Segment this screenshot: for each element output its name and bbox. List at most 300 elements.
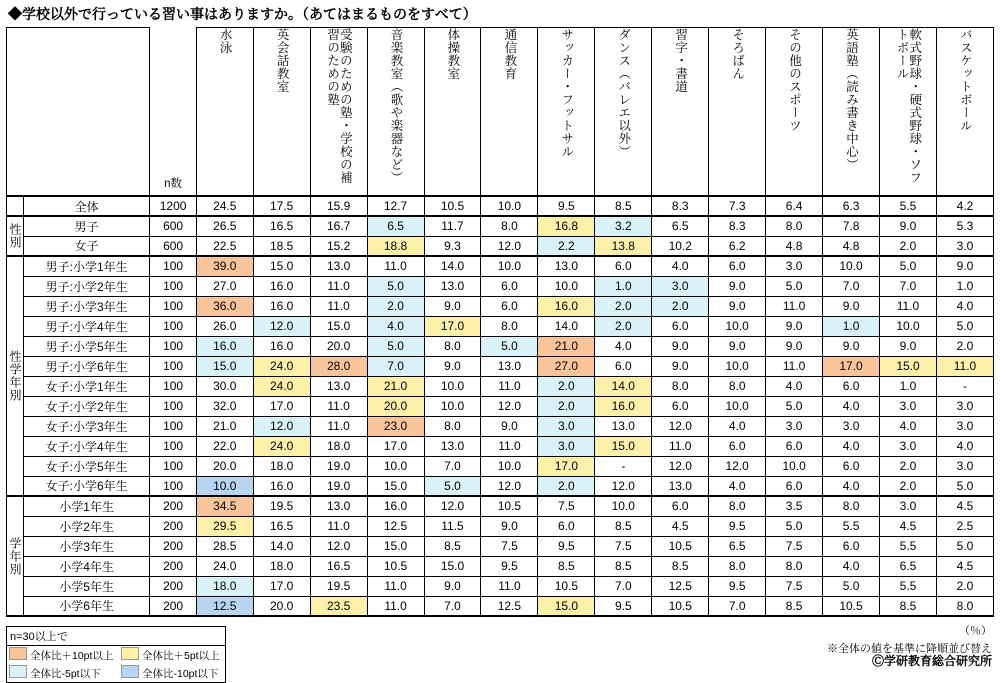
data-cell: 12.0 (652, 416, 709, 436)
data-cell: 16.5 (310, 556, 367, 576)
legend-item-label: 全体比＋5pt以上 (142, 650, 220, 662)
data-cell: 16.0 (196, 336, 253, 356)
data-cell: 9.5 (595, 596, 652, 616)
data-cell: 5.0 (766, 396, 823, 416)
data-cell: 12.5 (367, 516, 424, 536)
data-cell: 10.0 (823, 256, 880, 276)
data-cell: 8.0 (481, 216, 538, 236)
data-cell: 2.0 (595, 316, 652, 336)
data-cell: 3.0 (936, 236, 993, 256)
data-cell: 14.0 (424, 256, 481, 276)
column-header-label: 受験のための塾・学校の補習のための塾 (325, 28, 353, 184)
data-cell: 3.0 (936, 456, 993, 476)
data-cell: 4.5 (652, 516, 709, 536)
table-row (7, 596, 994, 616)
column-header-label: 英語塾（読み書き中心） (844, 28, 859, 171)
table-row (7, 236, 994, 256)
data-cell: - (936, 376, 993, 396)
table-row (7, 536, 994, 556)
data-cell: 2.5 (936, 516, 993, 536)
data-cell: 9.0 (880, 216, 937, 236)
data-cell: 1.0 (595, 276, 652, 296)
data-cell: 11.0 (880, 296, 937, 316)
data-cell: 12.0 (481, 396, 538, 416)
data-cell: 4.0 (823, 436, 880, 456)
data-cell: 10.5 (652, 536, 709, 556)
data-cell: 4.0 (823, 556, 880, 576)
data-cell: 13.0 (652, 476, 709, 496)
row-n-value: 1200 (150, 196, 196, 216)
data-cell: 17.0 (367, 436, 424, 456)
data-cell: 21.0 (196, 416, 253, 436)
data-cell: 9.0 (766, 316, 823, 336)
data-cell: 9.0 (880, 336, 937, 356)
data-cell: 16.0 (253, 276, 310, 296)
row-label: 女子:小学2年生 (23, 396, 150, 416)
data-cell: 8.5 (424, 536, 481, 556)
data-cell: 9.3 (424, 236, 481, 256)
data-cell: 4.5 (936, 556, 993, 576)
column-header-label: 水泳 (218, 28, 233, 54)
data-cell: 24.0 (253, 436, 310, 456)
data-cell: 10.0 (424, 376, 481, 396)
header-n-label: n数 (164, 178, 183, 190)
data-cell: 3.0 (538, 416, 595, 436)
data-cell: 6.0 (481, 296, 538, 316)
data-cell: 15.0 (196, 356, 253, 376)
data-cell: 8.5 (880, 596, 937, 616)
data-cell: 8.0 (936, 596, 993, 616)
data-cell: 16.0 (253, 476, 310, 496)
row-n-value: 100 (150, 276, 196, 296)
data-cell: 4.8 (766, 236, 823, 256)
data-cell: 8.0 (652, 376, 709, 396)
row-label: 小学2年生 (23, 516, 150, 536)
data-cell: 6.0 (595, 356, 652, 376)
data-cell: 4.0 (936, 436, 993, 456)
data-cell: 11.0 (481, 376, 538, 396)
data-cell: 15.0 (424, 556, 481, 576)
data-cell: 20.0 (253, 596, 310, 616)
data-cell: 11.0 (367, 576, 424, 596)
column-header-label: 英会話教室 (275, 28, 290, 93)
data-cell: 26.5 (196, 216, 253, 236)
data-cell: 24.0 (253, 376, 310, 396)
column-header-label: そろばん (730, 28, 745, 80)
row-label: 女子:小学5年生 (23, 456, 150, 476)
data-cell: 10.5 (823, 596, 880, 616)
data-cell: 8.5 (538, 556, 595, 576)
data-cell: 18.5 (253, 236, 310, 256)
row-label: 男子:小学6年生 (23, 356, 150, 376)
data-cell: 19.5 (310, 576, 367, 596)
data-cell: 3.0 (880, 436, 937, 456)
data-cell: 29.5 (196, 516, 253, 536)
data-cell: 5.0 (367, 336, 424, 356)
data-cell: 32.0 (196, 396, 253, 416)
row-n-value: 600 (150, 216, 196, 236)
data-cell: 10.0 (766, 456, 823, 476)
data-cell: 16.0 (253, 296, 310, 316)
data-cell: 16.5 (253, 216, 310, 236)
data-cell: 18.0 (253, 556, 310, 576)
data-cell: 11.0 (310, 416, 367, 436)
row-label: 男子 (23, 216, 150, 236)
data-cell: 5.0 (766, 516, 823, 536)
data-cell: 4.0 (823, 396, 880, 416)
data-cell: 9.0 (709, 336, 766, 356)
column-header (709, 28, 766, 197)
data-cell: 2.0 (367, 296, 424, 316)
row-label: 小学3年生 (23, 536, 150, 556)
data-cell: 6.0 (709, 256, 766, 276)
column-header-label: 音楽教室（歌や楽器など） (388, 28, 403, 184)
legend-item (119, 646, 225, 664)
data-cell: 6.0 (823, 536, 880, 556)
data-cell: 10.5 (367, 556, 424, 576)
data-cell: 5.5 (823, 516, 880, 536)
column-header (936, 28, 993, 197)
data-cell: 14.0 (595, 376, 652, 396)
data-cell: 6.0 (652, 496, 709, 516)
data-cell: 6.5 (367, 216, 424, 236)
data-cell: 27.0 (538, 356, 595, 376)
data-cell: 5.0 (880, 256, 937, 276)
column-header (538, 28, 595, 197)
table-row (7, 356, 994, 376)
column-header-label: ダンス（バレエ以外） (616, 28, 631, 158)
legend-item (119, 664, 225, 682)
data-cell: 10.0 (424, 396, 481, 416)
data-cell: 10.0 (709, 316, 766, 336)
data-cell: 13.0 (310, 376, 367, 396)
column-header (880, 28, 937, 197)
data-cell: 3.2 (595, 216, 652, 236)
table-row (7, 276, 994, 296)
data-cell: 2.0 (936, 576, 993, 596)
data-cell: 7.0 (367, 356, 424, 376)
data-cell: 11.0 (936, 356, 993, 376)
data-cell: 4.5 (936, 496, 993, 516)
data-cell: 10.0 (709, 396, 766, 416)
data-cell: 4.0 (367, 316, 424, 336)
data-cell: 12.0 (709, 456, 766, 476)
data-cell: 13.0 (424, 436, 481, 456)
data-cell: 39.0 (196, 256, 253, 276)
data-cell: 8.0 (424, 416, 481, 436)
data-cell: 6.0 (823, 376, 880, 396)
legend-swatch-icon (9, 647, 27, 660)
data-cell: 11.0 (310, 276, 367, 296)
data-cell: 5.5 (880, 536, 937, 556)
data-cell: 13.0 (424, 276, 481, 296)
data-cell: 4.0 (709, 416, 766, 436)
data-cell: 7.0 (880, 276, 937, 296)
row-n-value: 100 (150, 256, 196, 276)
data-cell: 9.5 (709, 576, 766, 596)
data-cell: 20.0 (367, 396, 424, 416)
data-cell: 6.0 (652, 316, 709, 336)
data-cell: 4.0 (595, 336, 652, 356)
row-label: 男子:小学1年生 (23, 256, 150, 276)
data-cell: 10.0 (709, 356, 766, 376)
data-cell: 5.0 (823, 576, 880, 596)
data-cell: 7.0 (823, 276, 880, 296)
column-header (367, 28, 424, 197)
row-n-value: 200 (150, 596, 196, 616)
data-cell: 16.5 (253, 516, 310, 536)
table-row (7, 196, 994, 216)
data-cell: 8.0 (424, 336, 481, 356)
legend-row (7, 664, 225, 682)
data-cell: 27.0 (196, 276, 253, 296)
data-cell: 4.0 (766, 376, 823, 396)
data-cell: 13.0 (538, 256, 595, 276)
data-cell: 22.0 (196, 436, 253, 456)
data-cell: 17.0 (253, 396, 310, 416)
data-cell: 6.5 (709, 536, 766, 556)
data-cell: 15.0 (367, 536, 424, 556)
data-cell: 10.5 (424, 196, 481, 216)
table-row (7, 256, 994, 276)
row-n-value: 200 (150, 536, 196, 556)
data-cell: 11.0 (481, 576, 538, 596)
row-label: 女子:小学4年生 (23, 436, 150, 456)
data-cell: 9.0 (481, 416, 538, 436)
data-cell: 20.0 (310, 336, 367, 356)
data-cell: 7.0 (709, 596, 766, 616)
data-cell: 18.0 (196, 576, 253, 596)
data-cell: 3.0 (538, 436, 595, 456)
data-cell: 19.5 (253, 496, 310, 516)
data-cell: 3.0 (880, 496, 937, 516)
column-header (766, 28, 823, 197)
data-cell: 7.5 (481, 536, 538, 556)
data-cell: 10.0 (481, 256, 538, 276)
data-cell: 2.0 (936, 336, 993, 356)
data-cell: 10.0 (367, 456, 424, 476)
data-cell: 13.0 (310, 256, 367, 276)
column-header (196, 28, 253, 197)
data-cell: 8.5 (766, 596, 823, 616)
table-row (7, 376, 994, 396)
data-cell: 9.5 (538, 536, 595, 556)
data-cell: 12.7 (367, 196, 424, 216)
data-cell: 19.0 (310, 476, 367, 496)
row-n-value: 100 (150, 376, 196, 396)
legend-table (7, 646, 225, 682)
data-cell: 16.0 (538, 296, 595, 316)
row-label: 小学4年生 (23, 556, 150, 576)
data-cell: 11.0 (766, 356, 823, 376)
data-cell: 6.5 (652, 216, 709, 236)
data-cell: 2.0 (538, 476, 595, 496)
legend-swatch-icon (121, 647, 139, 660)
data-cell: 6.0 (709, 436, 766, 456)
legend-swatch-icon (121, 665, 139, 678)
data-cell: 16.0 (253, 336, 310, 356)
data-cell: 9.0 (424, 576, 481, 596)
data-cell: 7.8 (823, 216, 880, 236)
data-cell: 7.3 (709, 196, 766, 216)
row-n-value: 100 (150, 316, 196, 336)
row-label: 小学5年生 (23, 576, 150, 596)
column-header-label: サッカー・フットサル (559, 28, 574, 158)
data-cell: 15.0 (538, 596, 595, 616)
legend-swatch-icon (9, 665, 27, 678)
data-cell: 17.0 (823, 356, 880, 376)
header-n-count (150, 28, 196, 197)
column-header (310, 28, 367, 197)
data-cell: 3.0 (880, 396, 937, 416)
data-cell: 12.0 (253, 316, 310, 336)
row-n-value: 100 (150, 416, 196, 436)
credit-label: Ⓒ学研教育総合研究所 (871, 654, 992, 668)
data-cell: 16.7 (310, 216, 367, 236)
row-label: 男子:小学5年生 (23, 336, 150, 356)
data-cell: 12.5 (652, 576, 709, 596)
data-cell: 5.5 (880, 196, 937, 216)
table-header-row (7, 28, 994, 197)
table-row (7, 516, 994, 536)
legend-box (6, 626, 226, 683)
data-cell: 12.0 (310, 536, 367, 556)
data-cell: 6.0 (481, 276, 538, 296)
data-cell: 15.9 (310, 196, 367, 216)
data-cell: 2.0 (652, 296, 709, 316)
table-row (7, 576, 994, 596)
data-cell: 3.0 (823, 416, 880, 436)
row-n-value: 200 (150, 516, 196, 536)
data-cell: 6.0 (538, 516, 595, 536)
data-cell: 5.5 (880, 576, 937, 596)
data-cell: 8.0 (823, 496, 880, 516)
data-cell: 10.0 (595, 496, 652, 516)
data-cell: 12.0 (253, 416, 310, 436)
data-cell: 3.0 (936, 416, 993, 436)
data-cell: 11.0 (310, 396, 367, 416)
unit-label: （％） (959, 625, 992, 637)
data-cell: 11.5 (424, 516, 481, 536)
data-cell: 3.0 (766, 416, 823, 436)
column-header-label: 体操教室 (445, 28, 460, 80)
row-label: 小学6年生 (23, 596, 150, 616)
column-header-label: その他のスポーツ (787, 28, 802, 132)
row-n-value: 100 (150, 476, 196, 496)
data-cell: 18.8 (367, 236, 424, 256)
column-header (253, 28, 310, 197)
column-header-label: 通信教育 (502, 28, 517, 80)
data-cell: 23.0 (367, 416, 424, 436)
data-cell: 9.5 (709, 516, 766, 536)
side-group-label: 学年別 (7, 496, 24, 616)
table-row (7, 396, 994, 416)
data-cell: 11.0 (367, 256, 424, 276)
data-cell: 6.0 (823, 456, 880, 476)
column-header-label: 軟式野球・硬式野球・ソフトボール (895, 28, 922, 184)
data-cell: 8.0 (766, 216, 823, 236)
data-cell: 1.0 (823, 316, 880, 336)
data-cell: 16.8 (538, 216, 595, 236)
row-label: 男子:小学2年生 (23, 276, 150, 296)
data-cell: 10.0 (880, 316, 937, 336)
data-cell: 4.0 (823, 476, 880, 496)
data-cell: 10.5 (538, 576, 595, 596)
side-group-label: 性別 (7, 216, 24, 256)
column-header (823, 28, 880, 197)
data-cell: 3.5 (766, 496, 823, 516)
data-cell: 2.0 (880, 456, 937, 476)
column-header (595, 28, 652, 197)
row-n-value: 200 (150, 576, 196, 596)
data-cell: 6.3 (823, 196, 880, 216)
data-cell: 2.0 (880, 236, 937, 256)
data-cell: 12.0 (481, 236, 538, 256)
data-cell: 30.0 (196, 376, 253, 396)
row-n-value: 100 (150, 296, 196, 316)
data-cell: 3.0 (766, 256, 823, 276)
data-cell: 28.5 (196, 536, 253, 556)
data-cell: 8.3 (709, 216, 766, 236)
data-cell: 4.2 (936, 196, 993, 216)
data-cell: 7.0 (424, 456, 481, 476)
data-cell: 8.0 (481, 316, 538, 336)
data-cell: 6.0 (766, 436, 823, 456)
data-cell: 9.0 (652, 356, 709, 376)
data-cell: 15.0 (595, 436, 652, 456)
data-cell: 22.5 (196, 236, 253, 256)
data-cell: 2.0 (595, 296, 652, 316)
legend-item-label: 全体比-5pt以下 (30, 668, 101, 680)
data-cell: 4.0 (880, 416, 937, 436)
data-cell: 5.0 (424, 476, 481, 496)
table-row (7, 296, 994, 316)
page-title: ◆学校以外で行っている習い事はありますか。（あてはまるものをすべて） (8, 6, 477, 22)
data-cell: 15.0 (253, 256, 310, 276)
table-row (7, 436, 994, 456)
data-cell: 9.0 (709, 276, 766, 296)
data-cell: 9.0 (652, 336, 709, 356)
row-label: 女子:小学1年生 (23, 376, 150, 396)
data-cell: 4.0 (936, 296, 993, 316)
data-cell: 4.0 (709, 476, 766, 496)
data-cell: 1.0 (880, 376, 937, 396)
data-cell: 5.0 (766, 276, 823, 296)
data-cell: 15.0 (310, 316, 367, 336)
data-cell: 18.0 (310, 436, 367, 456)
data-cell: 11.0 (310, 516, 367, 536)
data-cell: 6.0 (766, 476, 823, 496)
data-cell: 6.2 (709, 236, 766, 256)
data-cell: 9.5 (481, 556, 538, 576)
row-label: 男子:小学3年生 (23, 296, 150, 316)
data-cell: 5.0 (936, 536, 993, 556)
data-cell: 8.0 (709, 496, 766, 516)
data-cell: 9.0 (823, 296, 880, 316)
row-label: 全体 (23, 196, 150, 216)
data-cell: 12.0 (652, 456, 709, 476)
data-cell: 2.0 (538, 376, 595, 396)
data-cell: 14.0 (538, 316, 595, 336)
data-cell: 8.0 (709, 556, 766, 576)
table-row (7, 416, 994, 436)
data-cell: 18.0 (253, 456, 310, 476)
row-n-value: 200 (150, 496, 196, 516)
data-cell: 24.0 (253, 356, 310, 376)
data-cell: 7.0 (595, 576, 652, 596)
legend-n30: n=30以上で (7, 627, 225, 646)
data-cell: 20.0 (196, 456, 253, 476)
